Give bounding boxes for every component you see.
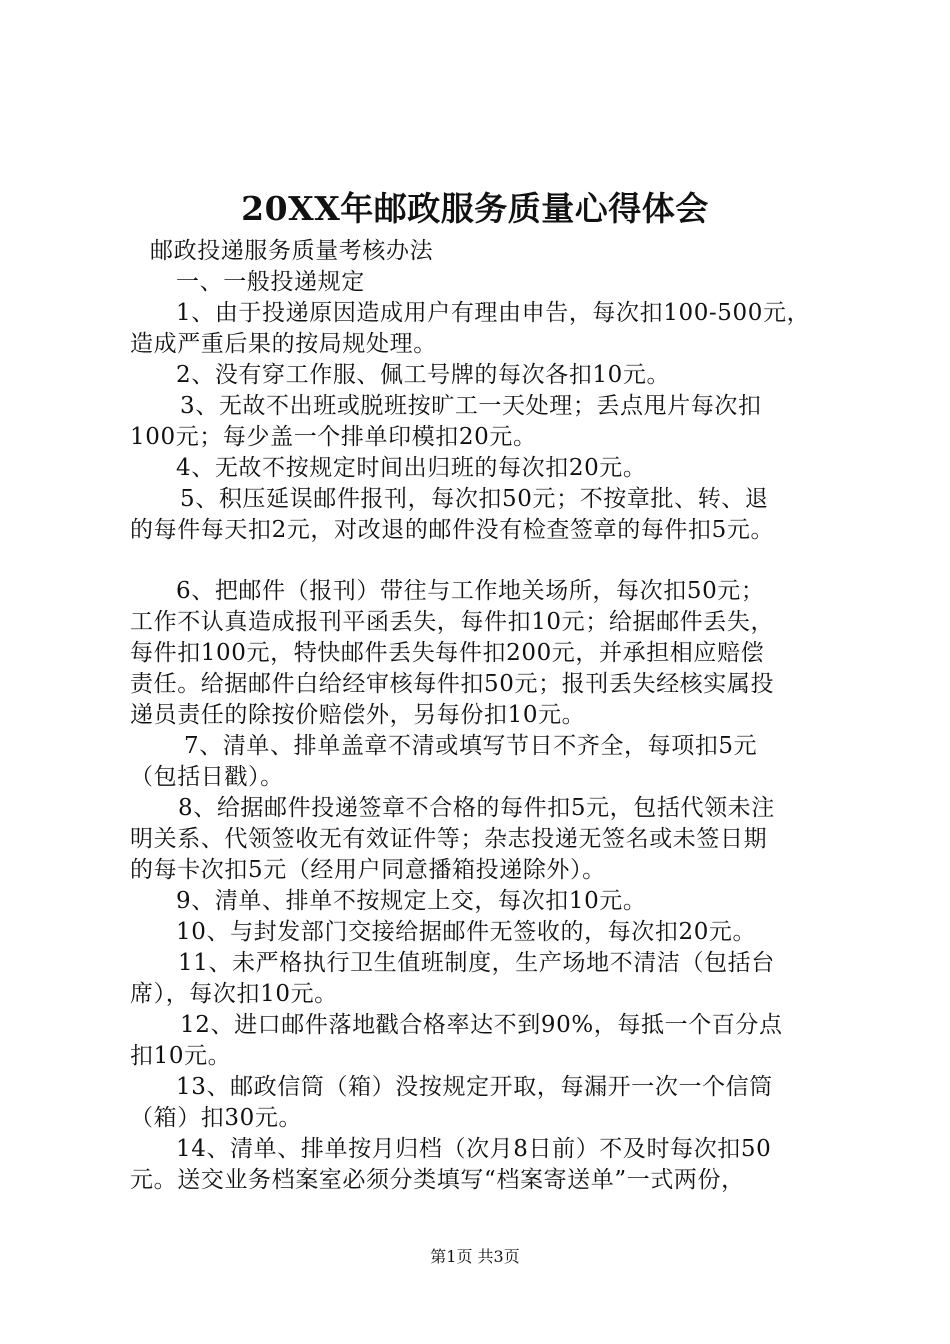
document-title: 20XX年邮政服务质量心得体会	[241, 189, 709, 228]
paragraph-line: 明关系、代领签收无有效证件等；杂志投递无签名或未签日期	[130, 826, 768, 852]
paragraph-line: 工作不认真造成报刊平函丢失，每件扣10元；给据邮件丢失，	[130, 609, 775, 635]
paragraph-line: 6、把邮件（报刊）带往与工作地关场所，每次扣50元；	[176, 578, 765, 604]
paragraph-line: 3、无故不出班或脱班按旷工一天处理；丢点甩片每次扣	[180, 393, 762, 419]
document-body	[130, 236, 830, 1196]
paragraph-line: 8、给据邮件投递签章不合格的每件扣5元，包括代领未注	[178, 795, 775, 821]
paragraph-line: 扣10元。	[130, 1043, 232, 1069]
paragraph-line: 12、进口邮件落地戳合格率达不到90%，每抵一个百分点	[180, 1012, 783, 1038]
paragraph-line: 13、邮政信筒（箱）没按规定开取，每漏开一次一个信筒	[176, 1074, 773, 1100]
paragraph-line: 席），每次扣10元。	[130, 981, 338, 1007]
page-number: 第1页 共3页	[430, 1247, 520, 1266]
paragraph-line: 元。送交业务档案室必须分类填写“档案寄送单”一式两份，	[130, 1167, 745, 1193]
paragraph-line: （包括日戳）。	[130, 764, 284, 790]
paragraph-line: 造成严重后果的按局规处理。	[130, 331, 437, 357]
doc-subtitle: 邮政投递服务质量考核办法	[150, 238, 434, 264]
paragraph-line: 100元；每少盖一个排单印模扣20元。	[130, 424, 537, 450]
paragraph-line: 2、没有穿工作服、佩工号牌的每次各扣10元。	[176, 362, 671, 388]
paragraph-line: 14、清单、排单按月归档（次月8日前）不及时每次扣50	[176, 1136, 772, 1162]
paragraph-line: 递员责任的除按价赔偿外，另每份扣10元。	[130, 702, 586, 728]
paragraph-line: 的每件每天扣2元，对改退的邮件没有检查签章的每件扣5元。	[130, 517, 775, 543]
paragraph-line: 责任。给据邮件白给经审核每件扣50元；报刊丢失经核实属投	[130, 671, 775, 697]
paragraph-spacer	[130, 546, 830, 576]
paragraph-line: 5、积压延误邮件报刊，每次扣50元；不按章批、转、退	[180, 486, 769, 512]
paragraph-line: 9、清单、排单不按规定上交，每次扣10元。	[176, 888, 647, 914]
paragraph-line: 的每卡次扣5元（经用户同意播箱投递除外）。	[130, 857, 606, 883]
paragraph-line: 每件扣100元，特快邮件丢失每件扣200元，并承担相应赔偿	[130, 640, 765, 666]
paragraph-line: 4、无故不按规定时间出归班的每次扣20元。	[176, 455, 647, 481]
paragraph-line: 7、清单、排单盖章不清或填写节日不齐全，每项扣5元	[184, 733, 758, 759]
paragraph-line: 1、由于投递原因造成用户有理由申告，每次扣100-500元，	[176, 300, 811, 326]
paragraph-line: 10、与封发部门交接给据邮件无签收的，每次扣20元。	[176, 919, 757, 945]
paragraph-line: 11、未严格执行卫生值班制度，生产场地不清洁（包括台	[178, 950, 775, 976]
paragraph-line: （箱）扣30元。	[130, 1105, 303, 1131]
section-heading: 一、一般投递规定	[176, 269, 365, 295]
